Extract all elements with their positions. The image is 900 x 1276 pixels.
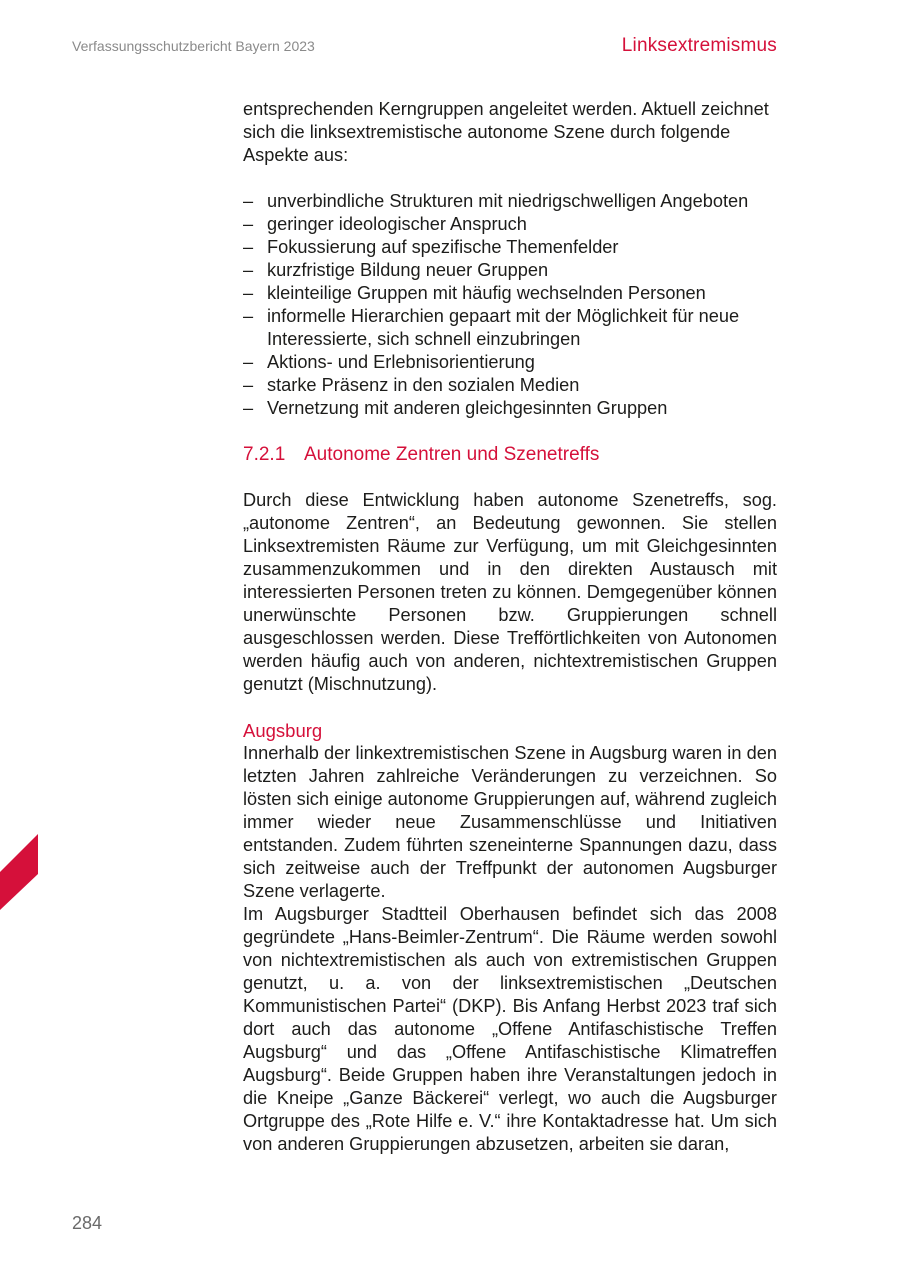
- list-item: – starke Präsenz in den sozialen Medien: [243, 374, 777, 397]
- running-header-title: Verfassungsschutzbericht Bayern 2023: [72, 38, 315, 54]
- list-item: – informelle Hierarchien gepaart mit der Möglichkeit für neue Interessierte, sich schnell einzubringen: [243, 305, 777, 351]
- list-item: – unverbindliche Strukturen mit niedrigschwelligen Angeboten: [243, 190, 777, 213]
- list-item: – kurzfristige Bildung neuer Gruppen: [243, 259, 777, 282]
- section-title: Autonome Zentren und Szenetreffs: [304, 444, 600, 465]
- intro-paragraph: entsprechenden Kerngruppen angeleitet werden. Aktuell zeichnet sich die linksextremistische autonome Szene durch folgende Aspekte aus:: [243, 99, 769, 165]
- section-paragraph: Durch diese Entwicklung haben autonome Szenetreffs, sog. „autonome Zentren“, an Bedeutung gewonnen. Sie stellen Linksextremisten Räume zur Verfügung, um mit Gleichgesinnten zusammenzukommen und in den direkten Austausch mit interessierten Personen treten zu können. Demgegenüber können unerwünschte Personen bzw. Gruppierungen schnell ausgeschlossen werden. Diese Trefförtlichkeiten von Autonomen werden häufig auch von anderen, nichtextremistischen Gruppen genutzt (Mischnutzung).: [243, 490, 777, 694]
- list-item: – kleinteilige Gruppen mit häufig wechselnden Personen: [243, 282, 777, 305]
- list-item: – geringer ideologischer Anspruch: [243, 213, 777, 236]
- chapter-marker-icon: [0, 834, 38, 910]
- augsburg-paragraph-2: Im Augsburger Stadtteil Oberhausen befindet sich das 2008 gegründete „Hans-Beimler-Zentrum“. Die Räume werden sowohl von nichtextremistischen als auch von extremistischen Gruppen genutzt, u. a. von der linksextremistischen „Deutschen Kommunistischen Partei“ (DKP). Bis Anfang Herbst 2023 traf sich dort auch das autonome „Offene Antifaschistische Treffen Augsburg“ und das „Offene Antifaschistische Klimatreffen Augsburg“. Beide Gruppen haben ihre Veranstaltungen jedoch in die Kneipe „Ganze Bäckerei“ verlegt, wo auch die Augsburger Ortgruppe des „Rote Hilfe e. V.“ ihre Kontaktadresse hat. Um sich von anderen Gruppierungen abzusetzen, arbeiten sie daran,: [243, 904, 777, 1154]
- list-item: – Aktions- und Erlebnisorientierung: [243, 351, 777, 374]
- chapter-title: Linksextremismus: [621, 35, 777, 56]
- section-number: 7.2.1: [243, 444, 286, 465]
- augsburg-paragraph-1: Innerhalb der linkextremistischen Szene in Augsburg waren in den letzten Jahren zahlreiche Veränderungen zu verzeichnen. So lösten sich einige autonome Gruppierungen auf, während zugleich immer wieder neue Zusammenschlüsse und Initiativen entstanden. Zudem führten szeneinterne Spannungen dazu, dass sich zeitweise auch der Treffpunkt der autonomen Augsburger Szene verlagerte.: [243, 743, 777, 901]
- section-heading: [243, 443, 777, 466]
- list-item: – Vernetzung mit anderen gleichgesinnten Gruppen: [243, 397, 777, 420]
- page-number: 284: [72, 1213, 103, 1233]
- list-item: – Fokussierung auf spezifische Themenfelder: [243, 236, 777, 259]
- aspects-list: [243, 190, 777, 420]
- main-content: [243, 98, 777, 1156]
- subheading-augsburg: Augsburg: [243, 720, 323, 741]
